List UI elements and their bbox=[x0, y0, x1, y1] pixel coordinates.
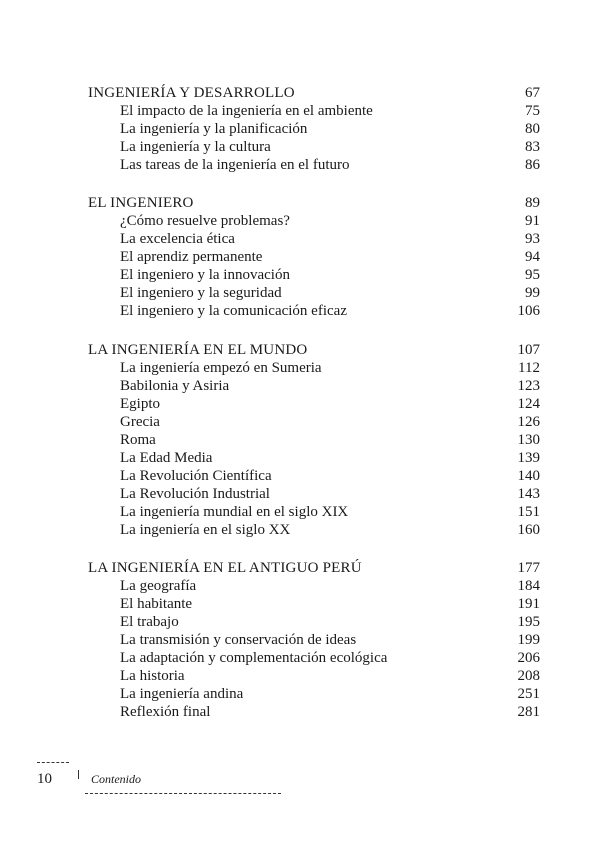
toc-entry bbox=[88, 266, 540, 284]
entry-page: 123 bbox=[517, 378, 540, 394]
entry-title: La Edad Media bbox=[120, 450, 213, 466]
entry-page: 140 bbox=[517, 468, 540, 484]
toc-entry bbox=[88, 413, 540, 431]
section-title: EL INGENIERO bbox=[88, 195, 194, 211]
page-footer bbox=[37, 762, 287, 802]
entry-title: El ingeniero y la innovación bbox=[120, 267, 290, 283]
toc-entry bbox=[88, 667, 540, 685]
entry-page: 251 bbox=[517, 686, 540, 702]
entry-title: Las tareas de la ingeniería en el futuro bbox=[120, 157, 350, 173]
toc-entry bbox=[88, 449, 540, 467]
entry-page: 184 bbox=[517, 578, 540, 594]
entry-title: La ingeniería en el siglo XX bbox=[120, 522, 291, 538]
entry-title: La ingeniería y la planificación bbox=[120, 121, 308, 137]
entry-page: 99 bbox=[525, 285, 540, 301]
toc-entry bbox=[88, 631, 540, 649]
page-number: 10 bbox=[37, 771, 52, 787]
entry-title: La ingeniería y la cultura bbox=[120, 139, 271, 155]
entry-page: 151 bbox=[517, 504, 540, 520]
entry-title: ¿Cómo resuelve problemas? bbox=[120, 213, 290, 229]
toc-section bbox=[88, 559, 540, 721]
entry-title: El ingeniero y la seguridad bbox=[120, 285, 282, 301]
toc-section bbox=[88, 84, 540, 174]
section-title: LA INGENIERÍA EN EL ANTIGUO PERÚ bbox=[88, 560, 362, 576]
entry-title: Egipto bbox=[120, 396, 160, 412]
entry-title: La transmisión y conservación de ideas bbox=[120, 632, 357, 648]
entry-page: 94 bbox=[525, 249, 540, 265]
entry-title: El habitante bbox=[120, 596, 193, 612]
entry-title: La ingeniería mundial en el siglo XIX bbox=[120, 504, 349, 520]
toc-entry bbox=[88, 577, 540, 595]
entry-title: El impacto de la ingeniería en el ambiente bbox=[120, 103, 373, 119]
section-title: LA INGENIERÍA EN EL MUNDO bbox=[88, 342, 308, 358]
toc-entry bbox=[88, 230, 540, 248]
entry-page: 208 bbox=[517, 668, 540, 684]
entry-title: Babilonia y Asiria bbox=[120, 378, 230, 394]
section-page: 67 bbox=[525, 85, 540, 101]
toc-entry bbox=[88, 248, 540, 266]
entry-page: 281 bbox=[517, 704, 540, 720]
toc-entry bbox=[88, 284, 540, 302]
entry-page: 106 bbox=[517, 303, 540, 319]
toc-entry bbox=[88, 156, 540, 174]
entry-page: 91 bbox=[525, 213, 540, 229]
entry-title: Grecia bbox=[120, 414, 160, 430]
entry-title: La geografía bbox=[120, 578, 197, 594]
toc-entry bbox=[88, 703, 540, 721]
footer-rule-bottom bbox=[85, 793, 281, 794]
entry-page: 95 bbox=[525, 267, 540, 283]
entry-page: 191 bbox=[517, 596, 540, 612]
toc-entry bbox=[88, 595, 540, 613]
entry-page: 130 bbox=[517, 432, 540, 448]
entry-title: La excelencia ética bbox=[120, 231, 235, 247]
toc-entry bbox=[88, 521, 540, 539]
entry-page: 80 bbox=[525, 121, 540, 137]
toc-entry bbox=[88, 359, 540, 377]
entry-title: Roma bbox=[120, 432, 156, 448]
toc-section-heading bbox=[88, 194, 540, 212]
entry-title: La ingeniería andina bbox=[120, 686, 244, 702]
toc-entry bbox=[88, 649, 540, 667]
toc-entry bbox=[88, 485, 540, 503]
toc-section-heading bbox=[88, 84, 540, 102]
table-of-contents bbox=[88, 84, 540, 741]
entry-page: 124 bbox=[517, 396, 540, 412]
toc-entry bbox=[88, 302, 540, 320]
toc-entry bbox=[88, 120, 540, 138]
entry-title: La Revolución Industrial bbox=[120, 486, 270, 502]
running-head: Contenido bbox=[91, 772, 141, 786]
entry-page: 199 bbox=[517, 632, 540, 648]
toc-section bbox=[88, 341, 540, 539]
toc-entry bbox=[88, 377, 540, 395]
entry-page: 139 bbox=[517, 450, 540, 466]
entry-page: 126 bbox=[517, 414, 540, 430]
entry-page: 112 bbox=[518, 360, 540, 376]
entry-page: 206 bbox=[517, 650, 540, 666]
entry-title: El trabajo bbox=[120, 614, 179, 630]
entry-title: La ingeniería empezó en Sumeria bbox=[120, 360, 322, 376]
footer-rule-top bbox=[37, 762, 69, 763]
toc-section-heading bbox=[88, 341, 540, 359]
entry-title: La historia bbox=[120, 668, 185, 684]
section-page: 107 bbox=[517, 342, 540, 358]
toc-entry bbox=[88, 467, 540, 485]
toc-entry bbox=[88, 613, 540, 631]
entry-title: La adaptación y complementación ecológica bbox=[120, 650, 388, 666]
entry-title: El ingeniero y la comunicación eficaz bbox=[120, 303, 347, 319]
entry-page: 75 bbox=[525, 103, 540, 119]
toc-entry bbox=[88, 102, 540, 120]
toc-entry bbox=[88, 138, 540, 156]
toc-entry bbox=[88, 431, 540, 449]
toc-entry bbox=[88, 212, 540, 230]
entry-page: 195 bbox=[517, 614, 540, 630]
entry-title: El aprendiz permanente bbox=[120, 249, 263, 265]
footer-separator bbox=[78, 770, 79, 779]
entry-title: Reflexión final bbox=[120, 704, 211, 720]
toc-section-heading bbox=[88, 559, 540, 577]
toc-section bbox=[88, 194, 540, 320]
entry-page: 160 bbox=[517, 522, 540, 538]
entry-page: 93 bbox=[525, 231, 540, 247]
toc-entry bbox=[88, 685, 540, 703]
entry-page: 83 bbox=[525, 139, 540, 155]
entry-page: 86 bbox=[525, 157, 540, 173]
entry-title: La Revolución Científica bbox=[120, 468, 272, 484]
toc-entry bbox=[88, 395, 540, 413]
section-page: 177 bbox=[517, 560, 540, 576]
toc-entry bbox=[88, 503, 540, 521]
section-title: INGENIERÍA Y DESARROLLO bbox=[88, 85, 295, 101]
entry-page: 143 bbox=[517, 486, 540, 502]
section-page: 89 bbox=[525, 195, 540, 211]
